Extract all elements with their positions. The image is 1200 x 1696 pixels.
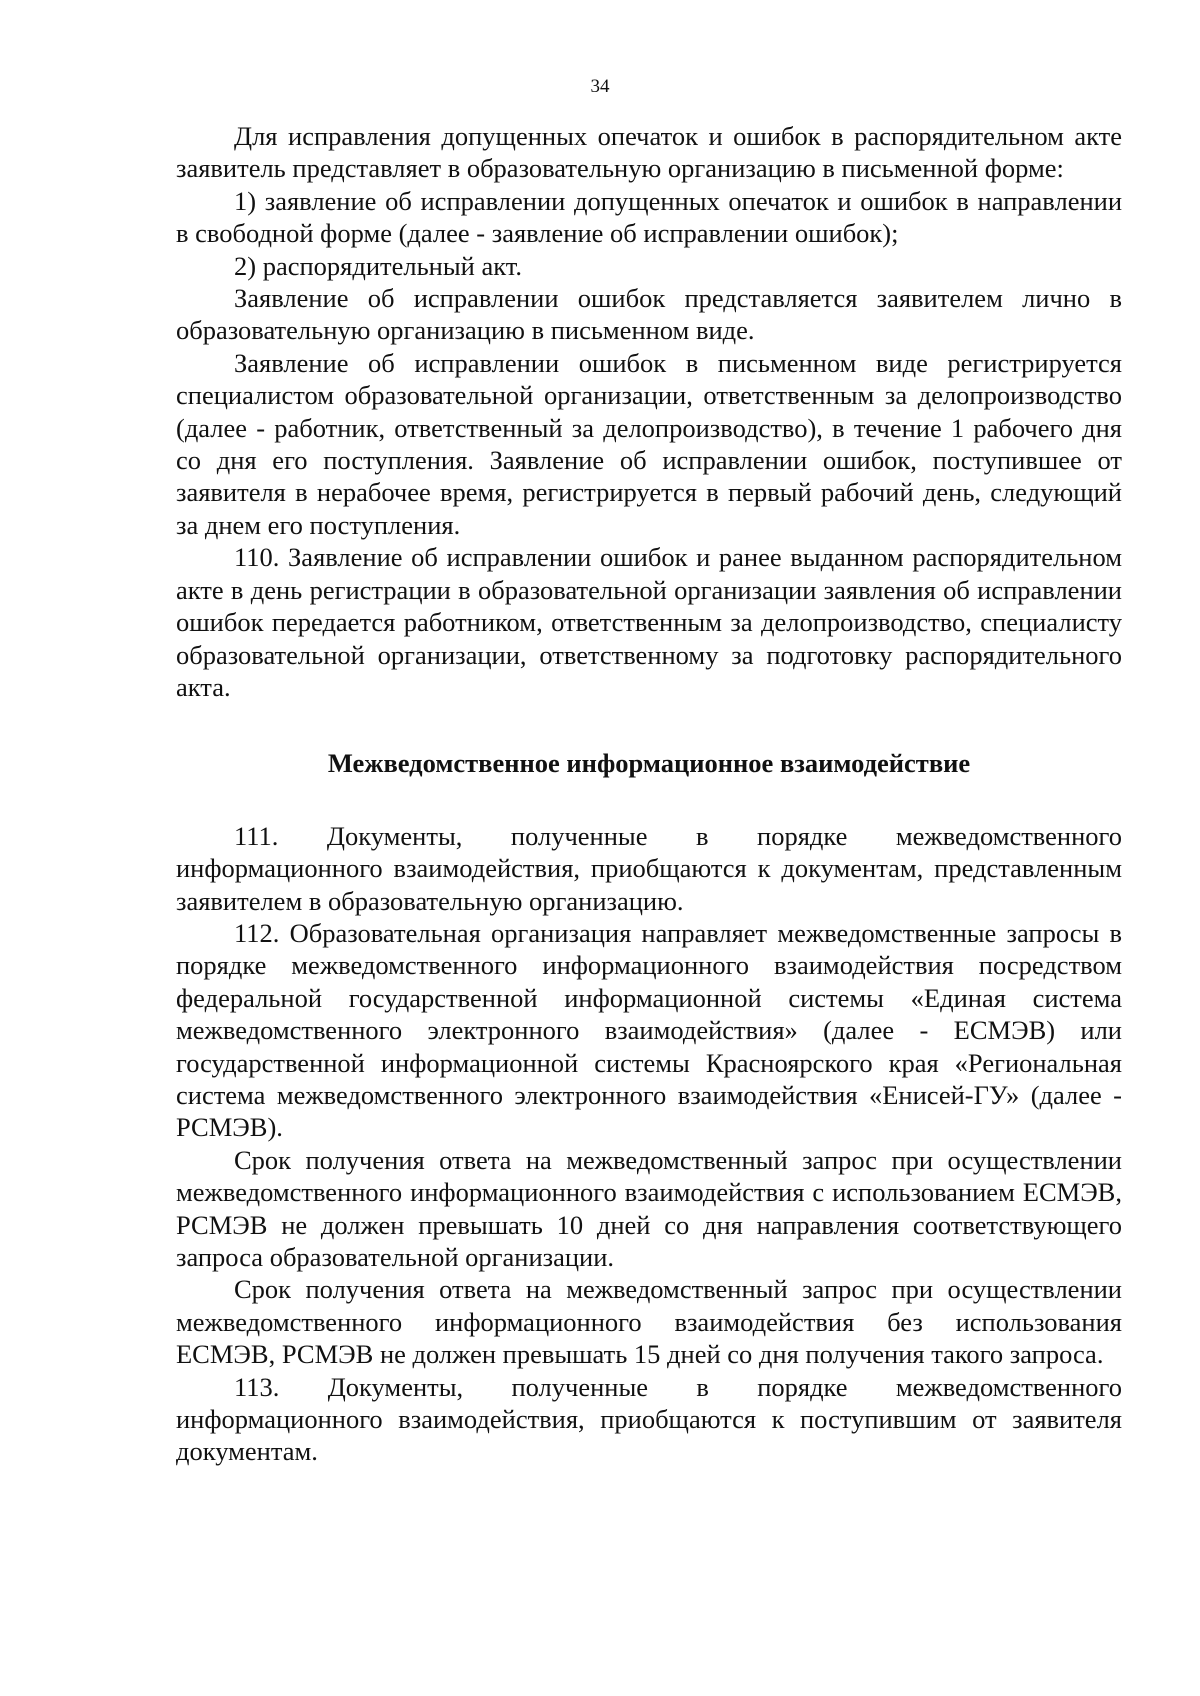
document-body	[176, 120, 1122, 1468]
paragraph-response-term-without-esmev: Срок получения ответа на межведомственный запрос при осуществлении межведомственного информационного взаимодействия без использования ЕСМЭВ, РСМЭВ не должен превышать 15 дней со дня получения такого запроса.	[176, 1274, 1122, 1370]
paragraph-111: 111. Документы, полученные в порядке межведомственного информационного взаимодействия, приобщаются к документам, представленным заявителем в образовательную организацию.	[176, 820, 1122, 916]
paragraph-item-1-statement: 1) заявление об исправлении допущенных опечаток и ошибок в направлении в свободной форме (далее - заявление об исправлении ошибок);	[176, 185, 1122, 249]
paragraph-statement-registration: Заявление об исправлении ошибок в письменном виде регистрируется специалистом образовательной организации, ответственным за делопроизводство (далее - работник, ответственный за делопроизводство), в течение 1 рабочего дня со дня его поступления. Заявление об исправлении ошибок, поступившее от заявителя в нерабочее время, регистрируется в первый рабочий день, следующий за днем его поступления.	[176, 347, 1122, 540]
paragraph-item-2-act: 2) распорядительный акт.	[234, 250, 522, 281]
paragraph-112: 112. Образовательная организация направляет межведомственные запросы в порядке межведомственного информационного взаимодействия посредством федеральной государственной информационной системы «Единая система межведомственного электронного взаимодействия» (далее - ЕСМЭВ) или государственной информационной системы Красноярского края «Региональная система межведомственного электронного взаимодействия «Енисей-ГУ» (далее - РСМЭВ).	[176, 917, 1122, 1143]
paragraph-response-term-esmev: Срок получения ответа на межведомственный запрос при осуществлении межведомственного информационного взаимодействия с использованием ЕСМЭВ, РСМЭВ не должен превышать 10 дней со дня направления соответствующего запроса образовательной организации.	[176, 1144, 1122, 1272]
paragraph-correction-intro: Для исправления допущенных опечаток и ошибок в распорядительном акте заявитель представляет в образовательную организацию в письменной форме:	[176, 121, 1122, 184]
paragraph-110: 110. Заявление об исправлении ошибок и ранее выданном распорядительном акте в день регистрации в образовательной организации заявления об исправлении ошибок передается работником, ответственным за делопроизводство, специалисту образовательной организации, ответственному за подготовку распорядительного акта.	[176, 542, 1122, 702]
paragraph-113: 113. Документы, полученные в порядке межведомственного информационного взаимодействия, приобщаются к поступившим от заявителя документам.	[176, 1371, 1122, 1467]
section-heading: Межведомственное информационное взаимодействие	[327, 748, 971, 779]
paragraph-statement-submission: Заявление об исправлении ошибок представляется заявителем лично в образовательную организацию в письменном виде.	[176, 283, 1122, 346]
page-number: 34	[590, 76, 610, 97]
